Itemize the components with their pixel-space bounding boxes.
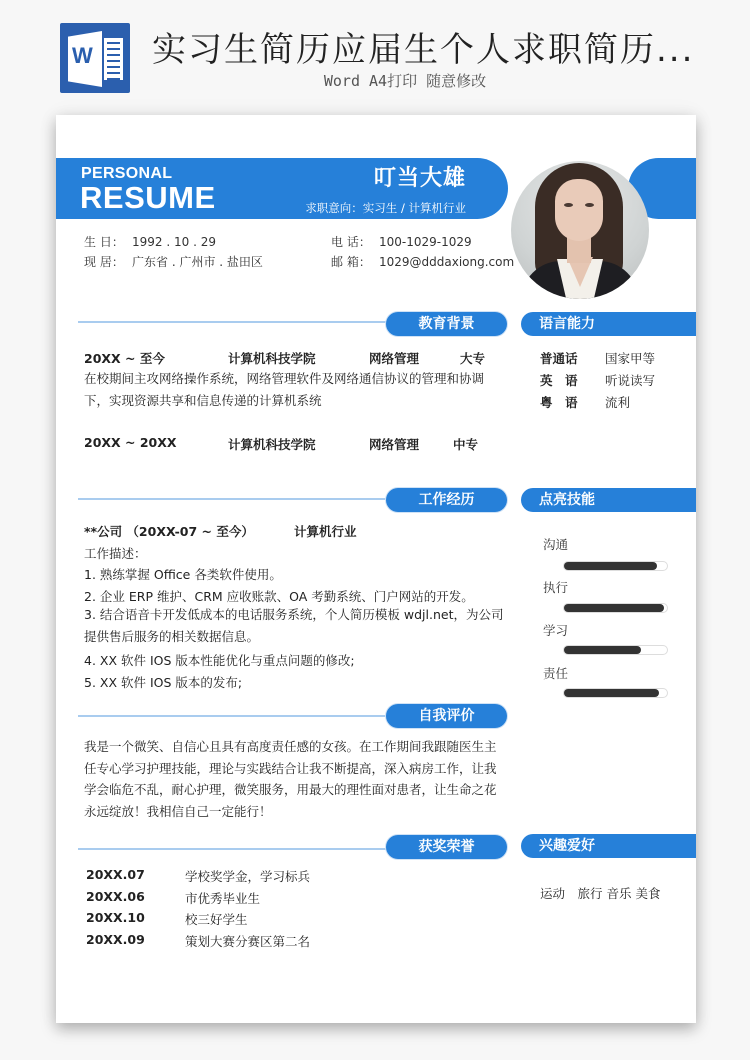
work-item-1: 1. 熟练掌握 Office 各类软件使用。 — [84, 567, 282, 582]
education-divider — [78, 321, 398, 323]
award-3-name: 校三好学生 — [185, 912, 248, 927]
phone-value: 100-1029-1029 — [379, 235, 472, 249]
edu2-school: 计算机科技学院 — [228, 437, 316, 452]
resume-page — [56, 115, 696, 1023]
work-item-4: 4. XX 软件 IOS 版本性能优化与重点问题的修改; — [84, 653, 355, 668]
skill-3-fill — [564, 646, 641, 654]
award-3-date: 20XX.10 — [86, 910, 145, 925]
residence-label: 现 居： — [84, 255, 124, 269]
birthday-value: 1992 . 10 . 29 — [132, 235, 216, 249]
edu2-degree: 中专 — [453, 437, 479, 452]
self-eval-text: 我是一个微笑、自信心且具有高度责任感的女孩。在工作期间我跟随医生主任专心学习护理技能，理论与实践结合让我不断提高，深入病房工作，让我学会临危不乱，耐心护理，微笑服务，用最大的理性面对患者，让生命之花永远绽放！我相信自己一定能行！ — [84, 739, 497, 819]
award-1-date: 20XX.07 — [86, 867, 145, 882]
self-eval-divider — [78, 715, 398, 717]
resume-label: RESUME — [80, 180, 216, 215]
skill-2-bar — [563, 603, 668, 613]
work-company: **公司 （20XX-07 ~ 至今） — [84, 524, 254, 539]
hobbies-text: 运动 旅行 音乐 美食 — [540, 886, 661, 901]
work-divider — [78, 498, 398, 500]
phone-row — [331, 233, 472, 250]
edu1-school: 计算机科技学院 — [228, 351, 316, 366]
awards-heading: 获奖荣誉 — [386, 835, 507, 859]
edu1-degree: 大专 — [460, 351, 486, 366]
edu2-period: 20XX ~ 20XX — [84, 435, 177, 450]
job-intent: 求职意向：实习生 / 计算机行业 — [305, 201, 466, 215]
award-2-name: 市优秀毕业生 — [185, 891, 261, 906]
email-label: 邮 箱： — [331, 255, 371, 269]
word-document-icon: W — [60, 23, 130, 93]
award-2-date: 20XX.06 — [86, 889, 145, 904]
lang1-name: 普通话 — [540, 351, 578, 366]
skills-heading: 点亮技能 — [521, 488, 696, 512]
candidate-name: 叮当大雄 — [373, 166, 466, 191]
phone-label: 电 话： — [331, 235, 371, 249]
skill-4-label: 责任 — [543, 666, 569, 681]
residence-row — [84, 253, 263, 270]
edu1-description: 在校期间主攻网络操作系统，网络管理软件及网络通信协议的管理和协调下，实现资源共享和信息传递的计算机系统 — [84, 371, 485, 408]
skill-1-fill — [564, 562, 657, 570]
lang3-level: 流利 — [605, 395, 631, 410]
edu1-major: 网络管理 — [369, 351, 420, 366]
skill-1-bar — [563, 561, 668, 571]
work-item-3: 3. 结合语音卡开发低成本的电话服务系统，个人简历模板 wdjl.net，为公司提供售后服务的相关数据信息。 — [84, 607, 504, 644]
work-item-2: 2. 企业 ERP 维护、CRM 应收账款、OA 考勤系统、门户网站的开发。 — [84, 589, 474, 604]
award-1-name: 学校奖学金，学习标兵 — [185, 869, 311, 884]
work-heading: 工作经历 — [386, 488, 507, 512]
edu2-major: 网络管理 — [369, 437, 420, 452]
personal-label: PERSONAL — [81, 165, 173, 182]
award-4-name: 策划大赛分赛区第二名 — [185, 934, 311, 949]
skill-2-label: 执行 — [543, 580, 569, 595]
hobbies-heading: 兴趣爱好 — [521, 834, 696, 858]
email-value: 1029@dddaxiong.com — [379, 255, 515, 269]
skill-1-label: 沟通 — [543, 537, 569, 552]
education-heading: 教育背景 — [386, 312, 507, 336]
skill-4-fill — [564, 689, 659, 697]
profile-photo — [511, 161, 649, 299]
lang2-name: 英 语 — [540, 373, 578, 388]
self-eval-heading: 自我评价 — [386, 704, 507, 728]
lang2-level: 听说读写 — [605, 373, 656, 388]
work-item-5: 5. XX 软件 IOS 版本的发布; — [84, 675, 243, 690]
skill-4-bar — [563, 688, 668, 698]
skill-3-label: 学习 — [543, 623, 569, 638]
skill-2-fill — [564, 604, 664, 612]
email-row — [331, 253, 514, 270]
lang1-level: 国家甲等 — [605, 351, 656, 366]
document-subtitle: Word A4打印 随意修改 — [323, 72, 487, 90]
birthday-label: 生 日： — [84, 235, 124, 249]
birthday-row — [84, 233, 216, 250]
lang3-name: 粤 语 — [540, 395, 578, 410]
work-industry: 计算机行业 — [294, 524, 357, 539]
document-title: 实习生简历应届生个人求职简历... — [152, 30, 695, 70]
listing-banner — [0, 0, 750, 110]
languages-heading: 语言能力 — [521, 312, 696, 336]
skill-3-bar — [563, 645, 668, 655]
residence-value: 广东省 . 广州市 . 盐田区 — [132, 255, 263, 269]
award-4-date: 20XX.09 — [86, 932, 145, 947]
edu1-period: 20XX ~ 至今 — [84, 351, 165, 366]
work-desc-label: 工作描述： — [84, 546, 147, 561]
awards-divider — [78, 848, 398, 850]
